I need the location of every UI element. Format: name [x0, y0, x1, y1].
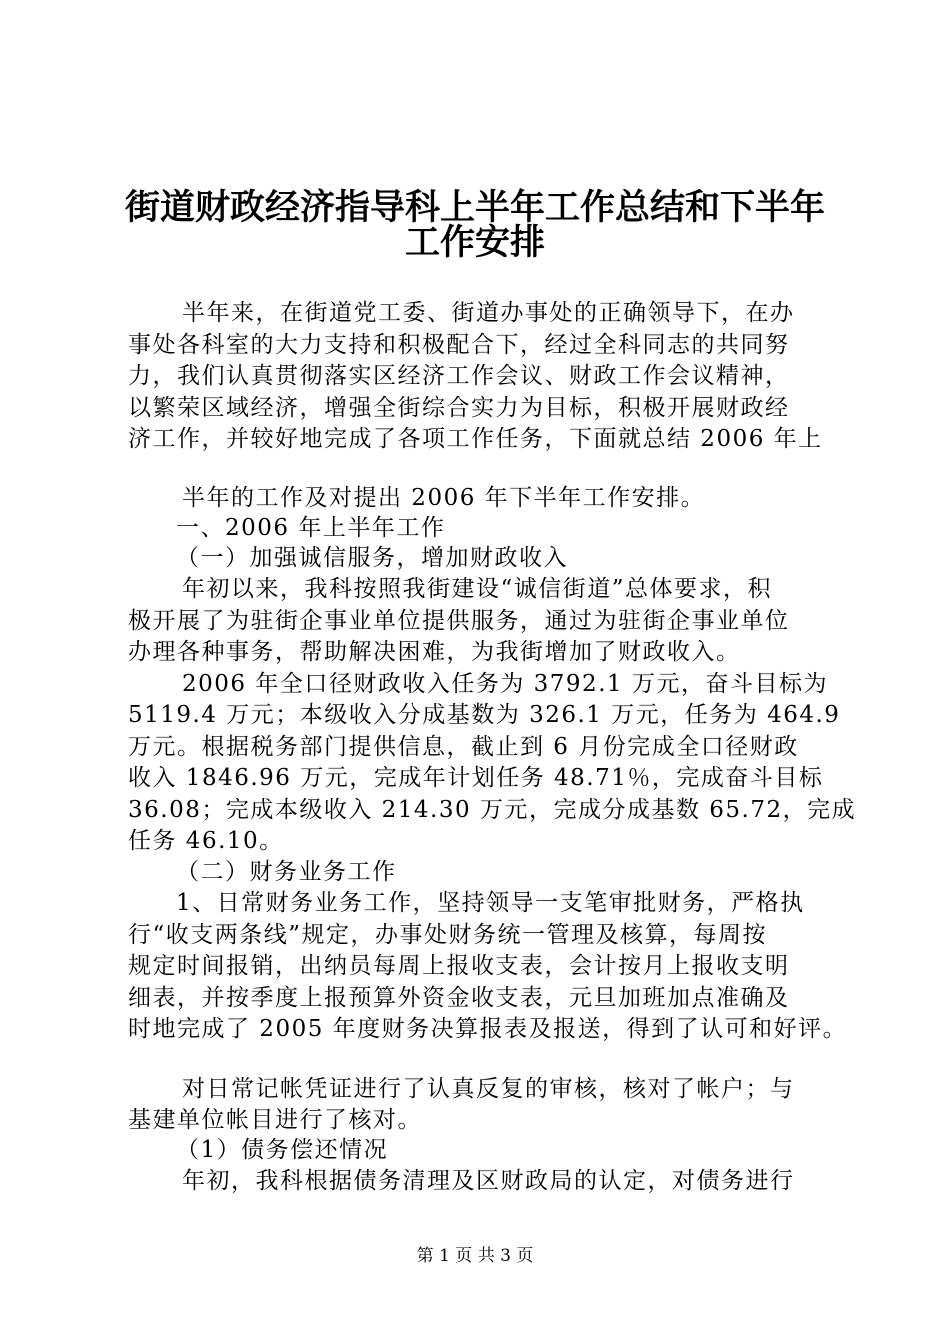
- paragraph-line: 对日常记帐凭证进行了认真反复的审核，核对了帐户；与: [182, 1076, 795, 1102]
- page-footer: 第 1 页 共 3 页: [416, 1246, 534, 1266]
- paragraph-line: 任务 46.10。: [128, 828, 284, 854]
- document-title-line-1: 街道财政经济指导科上半年工作总结和下半年: [124, 188, 825, 228]
- paragraph-line: 基建单位帐目进行了核对。: [128, 1107, 422, 1133]
- section-heading: 一、2006 年上半年工作: [176, 515, 446, 541]
- paragraph-line: 36.08；完成本级收入 214.30 万元，完成分成基数 65.72，完成: [128, 797, 857, 823]
- subsection-heading: （1）债务偿还情况: [176, 1137, 389, 1163]
- paragraph-line: 力，我们认真贯彻落实区经济工作会议、财政工作会议精神，: [128, 363, 790, 389]
- paragraph-line: 时地完成了 2005 年度财务决算报表及报送，得到了认可和好评。: [128, 1016, 848, 1042]
- subsection-heading: （二）财务业务工作: [176, 859, 397, 885]
- paragraph-line: 收入 1846.96 万元，完成年计划任务 48.71％，完成奋斗目标: [128, 765, 824, 791]
- paragraph-line: 万元。根据税务部门提供信息，截止到 6 月份完成全口径财政: [128, 734, 799, 760]
- paragraph-line: 办理各种事务，帮助解决困难，为我街增加了财政收入。: [128, 639, 741, 665]
- paragraph-line: 2006 年全口径财政收入任务为 3792.1 万元，奋斗目标为: [182, 671, 828, 697]
- paragraph-line: 以繁荣区域经济，增强全街综合实力为目标，积极开展财政经: [128, 395, 790, 421]
- paragraph-line: 1、日常财务业务工作，坚持领导一支笔审批财务，严格执: [176, 890, 805, 916]
- subsection-heading: （一）加强诚信服务，增加财政收入: [176, 545, 568, 571]
- paragraph-line: 细表，并按季度上报预算外资金收支表，元旦加班加点准确及: [128, 985, 790, 1011]
- paragraph-line: 5119.4 万元；本级收入分成基数为 326.1 万元，任务为 464.9: [128, 702, 841, 728]
- document-title-line-2: 工作安排: [404, 223, 545, 263]
- paragraph-line: 济工作，并较好地完成了各项工作任务，下面就总结 2006 年上: [128, 426, 823, 452]
- paragraph-line: 半年来，在街道党工委、街道办事处的正确领导下，在办: [182, 300, 795, 326]
- paragraph-line: 极开展了为驻街企事业单位提供服务，通过为驻街企事业单位: [128, 608, 790, 634]
- paragraph-line: 规定时间报销，出纳员每周上报收支表，会计按月上报收支明: [128, 953, 790, 979]
- paragraph-line: 事处各科室的大力支持和积极配合下，经过全科同志的共同努: [128, 332, 790, 358]
- paragraph-line: 行“收支两条线”规定，办事处财务统一管理及核算，每周按: [128, 922, 768, 948]
- paragraph-line: 年初以来，我科按照我街建设“诚信街道”总体要求，积: [182, 576, 773, 602]
- paragraph-line: 半年的工作及对提出 2006 年下半年工作安排。: [182, 485, 706, 511]
- paragraph-line: 年初，我科根据债务清理及区财政局的认定，对债务进行: [182, 1168, 795, 1194]
